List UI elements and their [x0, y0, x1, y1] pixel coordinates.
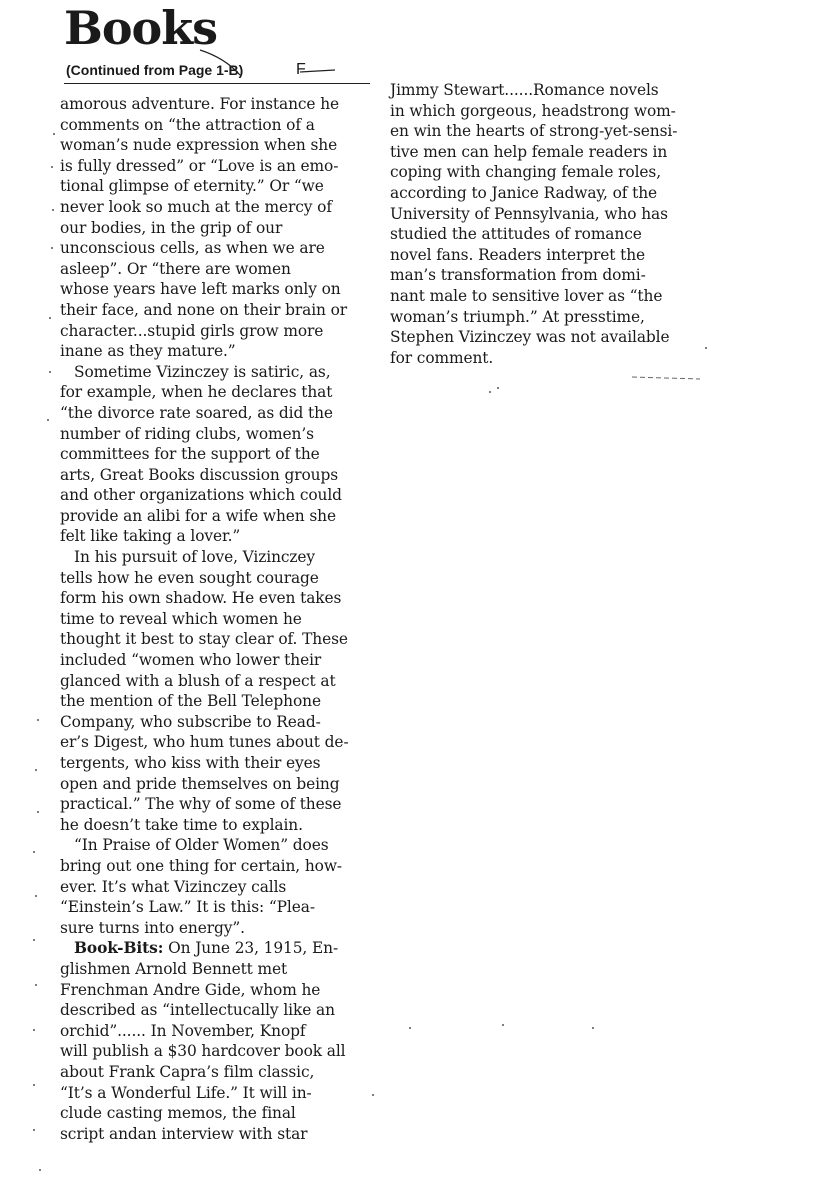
text-line: practical.” The why of some of these	[60, 795, 342, 814]
text-line: tional glimpse of eternity.” Or “we	[60, 177, 324, 196]
text-line: number of riding clubs, women’s	[60, 424, 314, 443]
text-line: Company, who subscribe to Read-	[60, 712, 321, 731]
text-line: “Einstein’s Law.” It is this: “Plea-	[60, 898, 315, 917]
text-line: in which gorgeous, headstrong wom-	[390, 101, 676, 120]
text-line: coping with changing female roles,	[390, 163, 661, 182]
text-line: “It’s a Wonderful Life.” It will in-	[60, 1083, 312, 1102]
text-line: comments on “the attraction of a	[60, 115, 315, 134]
text-line: asleep”. Or “there are women	[60, 259, 291, 278]
text-line: and other organizations which could	[60, 486, 342, 505]
text-line: our bodies, in the grip of our	[60, 218, 283, 237]
text-line: “In Praise of Older Women” does	[74, 836, 329, 855]
text-line: nant male to sensitive lover as “the	[390, 286, 663, 305]
text-line: inane as they mature.”	[60, 342, 236, 361]
text-line: according to Janice Radway, of the	[390, 183, 658, 202]
section-heading: Books	[64, 1, 218, 55]
text-line: bring out one thing for certain, how-	[60, 856, 343, 875]
text-line: open and pride themselves on being	[60, 774, 340, 793]
text-line: In his pursuit of love, Vizinczey	[74, 548, 316, 567]
text-line: form his own shadow. He even takes	[60, 589, 342, 608]
text-line	[60, 938, 360, 959]
text-line: will publish a $30 hardcover book all	[60, 1042, 346, 1061]
text-line: thought it best to stay clear of. These	[60, 630, 348, 649]
text-line: for comment.	[390, 348, 494, 367]
text-line: University of Pennsylvania, who has	[390, 204, 668, 223]
text-line: described as “intellectucally like an	[60, 1001, 335, 1020]
text-line: Sometime Vizinczey is satiric, as,	[74, 362, 331, 381]
text-line: arts, Great Books discussion groups	[60, 465, 339, 484]
article-column-left	[60, 94, 360, 1144]
text-line: felt like taking a lover.”	[60, 527, 241, 546]
text-line: included “women who lower their	[60, 651, 322, 670]
text-line: script andan interview with star	[60, 1124, 308, 1143]
text-line: ever. It’s what Vizinczey calls	[60, 877, 287, 896]
text-line: amorous adventure. For instance he	[60, 95, 340, 113]
text-line: glishmen Arnold Bennett met	[60, 959, 288, 978]
text-line: their face, and none on their brain or	[60, 300, 348, 319]
text-line: clude casting memos, the final	[60, 1104, 296, 1123]
text-line: “the divorce rate soared, as did the	[60, 403, 333, 422]
text-line: Jimmy Stewart......Romance novels	[390, 81, 659, 99]
text-line: tive men can help female readers in	[390, 142, 668, 161]
text-line: committees for the support of the	[60, 445, 320, 464]
text-line: unconscious cells, as when we are	[60, 239, 325, 258]
text-line: orchid”...... In November, Knopf	[60, 1021, 306, 1040]
text-line: whose years have left marks only on	[60, 280, 341, 299]
handwritten-mark: F	[296, 61, 306, 78]
text-line: never look so much at the mercy of	[60, 197, 332, 216]
text-line: studied the attitudes of romance	[390, 225, 642, 244]
text-line: Frenchman Andre Gide, whom he	[60, 980, 321, 999]
text-line: tergents, who kiss with their eyes	[60, 754, 321, 772]
text-line: man’s transformation from domi-	[390, 266, 646, 285]
text-line: provide an alibi for a wife when she	[60, 506, 337, 525]
text-line: tells how he even sought courage	[60, 568, 319, 587]
article-column-right	[390, 80, 702, 368]
text-line: for example, when he declares that	[60, 383, 333, 402]
text-line: novel fans. Readers interpret the	[390, 245, 646, 264]
bookbits-label: Book-Bits:	[74, 939, 164, 958]
text-line: the mention of the Bell Telephone	[60, 692, 321, 711]
text-line: er’s Digest, who hum tunes about de-	[60, 733, 349, 752]
header-rule	[64, 83, 370, 84]
continued-from-note: (Continued from Page 1-B)	[66, 62, 244, 78]
text-line: he doesn’t take time to explain.	[60, 815, 303, 834]
text-line: Stephen Vizinczey was not available	[390, 328, 670, 347]
text-line: is fully dressed” or “Love is an emo-	[60, 156, 339, 175]
text-line: woman’s nude expression when she	[60, 136, 338, 155]
text-line: time to reveal which women he	[60, 609, 302, 628]
text-line: glanced with a blush of a respect at	[60, 671, 336, 690]
text-line: en win the hearts of strong-yet-sensi-	[390, 122, 678, 141]
text-line: sure turns into energy”.	[60, 918, 245, 937]
text-line: woman’s triumph.” At presstime,	[390, 307, 645, 326]
text-line: about Frank Capra’s film classic,	[60, 1062, 315, 1081]
text-line: character...stupid girls grow more	[60, 321, 324, 340]
text-line-content: On June 23, 1915, En-	[168, 939, 339, 958]
